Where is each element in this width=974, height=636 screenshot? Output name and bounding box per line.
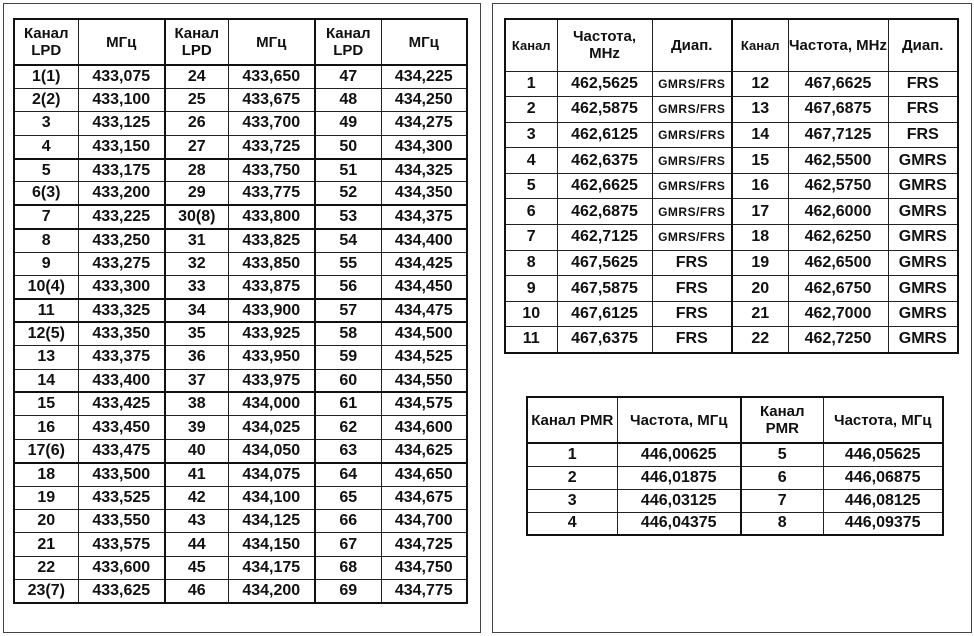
- lpd-frequency: 434,750: [381, 556, 467, 579]
- table-row: [505, 225, 958, 251]
- lpd-frequency: 434,225: [381, 65, 467, 88]
- frs-band: GMRS/FRS: [652, 199, 732, 225]
- lpd-frequency: 434,475: [381, 299, 467, 322]
- lpd-channel: 42: [165, 486, 228, 509]
- lpd-channel: 19: [14, 486, 78, 509]
- lpd-frequency: 433,500: [78, 463, 165, 486]
- lpd-channel: 69: [315, 580, 381, 603]
- frs-band: GMRS: [888, 148, 958, 174]
- lpd-frequency: 433,575: [78, 533, 165, 556]
- frs-frequency: 462,6625: [557, 173, 652, 199]
- lpd-frequency: 434,575: [381, 392, 467, 415]
- pmr-channel: 8: [741, 512, 823, 535]
- frs-channel: 1: [505, 71, 557, 97]
- lpd-frequency: 433,800: [228, 205, 315, 228]
- table-row: [505, 148, 958, 174]
- table-row: [505, 276, 958, 302]
- lpd-frequency: 434,150: [228, 533, 315, 556]
- lpd-frequency: 434,125: [228, 509, 315, 532]
- lpd-channel: 67: [315, 533, 381, 556]
- table-row: [14, 416, 467, 439]
- lpd-channel: 16: [14, 416, 78, 439]
- lpd-channel: 60: [315, 369, 381, 392]
- lpd-frequency: 433,425: [78, 392, 165, 415]
- frs-frequency: 462,6875: [557, 199, 652, 225]
- frs-channel: 18: [732, 225, 788, 251]
- table-row: [14, 182, 467, 205]
- lpd-channel: 57: [315, 299, 381, 322]
- frs-channel: 10: [505, 301, 557, 327]
- pmr-frequency: 446,06875: [823, 466, 943, 489]
- lpd-channel: 29: [165, 182, 228, 205]
- lpd-channel: 23(7): [14, 580, 78, 603]
- table-row: [14, 533, 467, 556]
- pmr-frequency: 446,04375: [617, 512, 741, 535]
- table-row: [14, 346, 467, 369]
- table-row: [505, 327, 958, 353]
- lpd-channel: 43: [165, 509, 228, 532]
- table-row: [14, 88, 467, 111]
- lpd-frequency: 433,775: [228, 182, 315, 205]
- lpd-channel: 28: [165, 159, 228, 182]
- lpd-frequency: 434,525: [381, 346, 467, 369]
- lpd-frequency: 434,650: [381, 463, 467, 486]
- lpd-channel: 14: [14, 369, 78, 392]
- lpd-header-channel-2: Канал LPD: [165, 19, 228, 65]
- table-row: [14, 135, 467, 158]
- lpd-frequency: 433,150: [78, 135, 165, 158]
- lpd-frequency: 434,400: [381, 229, 467, 252]
- lpd-frequency: 433,475: [78, 439, 165, 462]
- frs-header-band-1: Диап.: [652, 19, 732, 71]
- lpd-channel: 55: [315, 252, 381, 275]
- frs-header-channel-2: Канал: [732, 19, 788, 71]
- frs-band: GMRS/FRS: [652, 225, 732, 251]
- frs-channel: 19: [732, 250, 788, 276]
- lpd-frequency: 433,975: [228, 369, 315, 392]
- pmr-channel: 5: [741, 443, 823, 466]
- frs-channel: 7: [505, 225, 557, 251]
- lpd-channel: 61: [315, 392, 381, 415]
- pmr-channel: 2: [527, 466, 617, 489]
- lpd-frequency: 434,550: [381, 369, 467, 392]
- table-row: [527, 512, 943, 535]
- frs-frequency: 462,6250: [788, 225, 888, 251]
- frs-channel: 8: [505, 250, 557, 276]
- frs-frequency: 462,6125: [557, 122, 652, 148]
- lpd-frequency: 433,100: [78, 88, 165, 111]
- frs-band: GMRS: [888, 327, 958, 353]
- frs-band: GMRS/FRS: [652, 97, 732, 123]
- lpd-frequency: 433,750: [228, 159, 315, 182]
- lpd-frequency: 434,075: [228, 463, 315, 486]
- lpd-frequency: 433,350: [78, 322, 165, 345]
- lpd-frequency: 434,200: [228, 580, 315, 603]
- lpd-channel: 32: [165, 252, 228, 275]
- lpd-frequency: 434,600: [381, 416, 467, 439]
- pmr-frequency: 446,03125: [617, 489, 741, 512]
- table-row: [14, 112, 467, 135]
- frs-channel: 20: [732, 276, 788, 302]
- lpd-channel: 62: [315, 416, 381, 439]
- lpd-frequency: 433,200: [78, 182, 165, 205]
- frs-channel: 22: [732, 327, 788, 353]
- lpd-channel: 17(6): [14, 439, 78, 462]
- lpd-channel: 1(1): [14, 65, 78, 88]
- frs-channel: 12: [732, 71, 788, 97]
- lpd-channel: 40: [165, 439, 228, 462]
- frs-band: GMRS/FRS: [652, 122, 732, 148]
- frs-frequency: 467,5625: [557, 250, 652, 276]
- pmr-header-freq-1: Частота, МГц: [617, 397, 741, 443]
- frs-frequency: 462,5625: [557, 71, 652, 97]
- lpd-frequency: 433,725: [228, 135, 315, 158]
- frs-frequency: 462,7250: [788, 327, 888, 353]
- lpd-frequency: 433,375: [78, 346, 165, 369]
- table-row: [505, 301, 958, 327]
- lpd-channel: 3: [14, 112, 78, 135]
- frs-frequency: 462,6750: [788, 276, 888, 302]
- pmr-channel: 3: [527, 489, 617, 512]
- table-row: [505, 71, 958, 97]
- pmr-frequency: 446,09375: [823, 512, 943, 535]
- frs-band: FRS: [652, 301, 732, 327]
- table-row: [505, 199, 958, 225]
- frs-channel: 6: [505, 199, 557, 225]
- lpd-frequency: 433,300: [78, 276, 165, 299]
- lpd-channel: 33: [165, 276, 228, 299]
- lpd-channel: 24: [165, 65, 228, 88]
- lpd-header-mhz-1: МГц: [78, 19, 165, 65]
- frs-header-channel-1: Канал: [505, 19, 557, 71]
- lpd-header-mhz-2: МГц: [228, 19, 315, 65]
- frs-band: GMRS: [888, 250, 958, 276]
- pmr-header-freq-2: Частота, МГц: [823, 397, 943, 443]
- lpd-channel: 36: [165, 346, 228, 369]
- lpd-channel: 49: [315, 112, 381, 135]
- lpd-channel: 46: [165, 580, 228, 603]
- frs-gmrs-table: [504, 18, 959, 354]
- lpd-frequency: 433,225: [78, 205, 165, 228]
- lpd-channel: 18: [14, 463, 78, 486]
- frs-band: FRS: [652, 327, 732, 353]
- frs-band: GMRS: [888, 173, 958, 199]
- table-row: [14, 322, 467, 345]
- table-row: [14, 276, 467, 299]
- lpd-frequency: 434,050: [228, 439, 315, 462]
- lpd-frequency: 434,675: [381, 486, 467, 509]
- lpd-channel: 68: [315, 556, 381, 579]
- table-row: [14, 252, 467, 275]
- lpd-header-channel-1: Канал LPD: [14, 19, 78, 65]
- lpd-frequency: 433,175: [78, 159, 165, 182]
- lpd-frequency: 434,100: [228, 486, 315, 509]
- lpd-channel: 13: [14, 346, 78, 369]
- frs-band: FRS: [888, 71, 958, 97]
- lpd-channel: 34: [165, 299, 228, 322]
- frs-frequency: 462,7125: [557, 225, 652, 251]
- table-row: [14, 229, 467, 252]
- lpd-frequency: 433,550: [78, 509, 165, 532]
- lpd-channel: 22: [14, 556, 78, 579]
- frs-frequency: 467,7125: [788, 122, 888, 148]
- frs-band: GMRS: [888, 301, 958, 327]
- lpd-frequency: 433,525: [78, 486, 165, 509]
- pmr-frequency: 446,00625: [617, 443, 741, 466]
- frs-frequency: 467,6375: [557, 327, 652, 353]
- lpd-channel: 51: [315, 159, 381, 182]
- lpd-channel: 53: [315, 205, 381, 228]
- lpd-frequency: 434,000: [228, 392, 315, 415]
- frs-header-freq-1: Частота, MHz: [557, 19, 652, 71]
- pmr-table: [526, 396, 944, 536]
- lpd-channel: 30(8): [165, 205, 228, 228]
- lpd-frequency: 434,775: [381, 580, 467, 603]
- lpd-channel: 39: [165, 416, 228, 439]
- lpd-channel: 63: [315, 439, 381, 462]
- frs-frequency: 467,6625: [788, 71, 888, 97]
- lpd-channel: 47: [315, 65, 381, 88]
- lpd-channel: 12(5): [14, 322, 78, 345]
- lpd-channel: 38: [165, 392, 228, 415]
- frs-band: FRS: [888, 97, 958, 123]
- frs-channel: 3: [505, 122, 557, 148]
- frs-frequency: 462,5875: [557, 97, 652, 123]
- frs-channel: 9: [505, 276, 557, 302]
- lpd-channel: 2(2): [14, 88, 78, 111]
- lpd-channel: 37: [165, 369, 228, 392]
- lpd-header-mhz-3: МГц: [381, 19, 467, 65]
- frs-channel: 21: [732, 301, 788, 327]
- frs-band: GMRS/FRS: [652, 71, 732, 97]
- pmr-header-channel-2: Канал PMR: [741, 397, 823, 443]
- lpd-channel: 10(4): [14, 276, 78, 299]
- frs-header-band-2: Диап.: [888, 19, 958, 71]
- pmr-header-channel-1: Канал PMR: [527, 397, 617, 443]
- lpd-frequency: 433,075: [78, 65, 165, 88]
- pmr-channel: 7: [741, 489, 823, 512]
- lpd-frequency: 434,250: [381, 88, 467, 111]
- frs-band: GMRS/FRS: [652, 148, 732, 174]
- lpd-channel: 27: [165, 135, 228, 158]
- lpd-channel: 8: [14, 229, 78, 252]
- lpd-frequency: 433,675: [228, 88, 315, 111]
- frs-channel: 14: [732, 122, 788, 148]
- table-row: [505, 173, 958, 199]
- lpd-channel-table: [13, 18, 468, 604]
- table-row: [14, 369, 467, 392]
- lpd-channel: 5: [14, 159, 78, 182]
- table-row: [14, 580, 467, 603]
- frs-frequency: 462,6375: [557, 148, 652, 174]
- table-row: [14, 65, 467, 88]
- lpd-channel: 45: [165, 556, 228, 579]
- lpd-frequency: 433,700: [228, 112, 315, 135]
- lpd-frequency: 434,700: [381, 509, 467, 532]
- pmr-frequency: 446,05625: [823, 443, 943, 466]
- lpd-frequency: 434,500: [381, 322, 467, 345]
- table-row: [14, 159, 467, 182]
- lpd-frequency: 434,425: [381, 252, 467, 275]
- frs-band: GMRS: [888, 276, 958, 302]
- lpd-channel: 25: [165, 88, 228, 111]
- lpd-frequency: 433,275: [78, 252, 165, 275]
- lpd-channel: 4: [14, 135, 78, 158]
- lpd-channel: 26: [165, 112, 228, 135]
- lpd-channel: 58: [315, 322, 381, 345]
- lpd-frequency: 433,950: [228, 346, 315, 369]
- frs-frequency: 462,6000: [788, 199, 888, 225]
- table-row: [14, 486, 467, 509]
- frs-frequency: 467,6875: [788, 97, 888, 123]
- frs-band: FRS: [652, 276, 732, 302]
- frs-frequency: 462,5500: [788, 148, 888, 174]
- frs-channel: 13: [732, 97, 788, 123]
- lpd-frequency: 433,650: [228, 65, 315, 88]
- lpd-frequency: 434,325: [381, 159, 467, 182]
- lpd-frequency: 433,125: [78, 112, 165, 135]
- frs-frequency: 462,5750: [788, 173, 888, 199]
- lpd-channel: 52: [315, 182, 381, 205]
- lpd-frequency: 434,275: [381, 112, 467, 135]
- table-row: [527, 443, 943, 466]
- lpd-frequency: 433,250: [78, 229, 165, 252]
- lpd-frequency: 434,725: [381, 533, 467, 556]
- frs-header-freq-2: Частота, MHz: [788, 19, 888, 71]
- lpd-frequency: 433,875: [228, 276, 315, 299]
- table-row: [527, 489, 943, 512]
- frs-frequency: 462,6500: [788, 250, 888, 276]
- lpd-channel: 35: [165, 322, 228, 345]
- lpd-channel: 20: [14, 509, 78, 532]
- lpd-channel: 48: [315, 88, 381, 111]
- frs-frequency: 462,7000: [788, 301, 888, 327]
- table-row: [527, 466, 943, 489]
- pmr-channel: 1: [527, 443, 617, 466]
- frs-channel: 4: [505, 148, 557, 174]
- lpd-channel: 64: [315, 463, 381, 486]
- lpd-frequency: 434,450: [381, 276, 467, 299]
- table-row: [14, 299, 467, 322]
- lpd-channel: 50: [315, 135, 381, 158]
- table-row: [14, 439, 467, 462]
- lpd-channel: 7: [14, 205, 78, 228]
- lpd-channel: 15: [14, 392, 78, 415]
- lpd-frequency: 434,625: [381, 439, 467, 462]
- frs-channel: 15: [732, 148, 788, 174]
- lpd-channel: 41: [165, 463, 228, 486]
- pmr-channel: 4: [527, 512, 617, 535]
- frs-channel: 16: [732, 173, 788, 199]
- frs-frequency: 467,5875: [557, 276, 652, 302]
- lpd-frequency: 433,450: [78, 416, 165, 439]
- lpd-frequency: 434,375: [381, 205, 467, 228]
- lpd-channel: 44: [165, 533, 228, 556]
- table-row: [505, 97, 958, 123]
- frs-band: FRS: [888, 122, 958, 148]
- lpd-channel: 59: [315, 346, 381, 369]
- lpd-frequency: 433,400: [78, 369, 165, 392]
- lpd-channel: 31: [165, 229, 228, 252]
- lpd-frequency: 434,300: [381, 135, 467, 158]
- lpd-channel: 66: [315, 509, 381, 532]
- lpd-frequency: 433,900: [228, 299, 315, 322]
- table-row: [14, 556, 467, 579]
- pmr-frequency: 446,01875: [617, 466, 741, 489]
- lpd-frequency: 433,850: [228, 252, 315, 275]
- table-row: [14, 392, 467, 415]
- table-row: [505, 122, 958, 148]
- frs-channel: 2: [505, 97, 557, 123]
- lpd-channel: 9: [14, 252, 78, 275]
- lpd-frequency: 433,625: [78, 580, 165, 603]
- lpd-channel: 65: [315, 486, 381, 509]
- lpd-channel: 21: [14, 533, 78, 556]
- lpd-channel: 56: [315, 276, 381, 299]
- lpd-frequency: 433,600: [78, 556, 165, 579]
- table-row: [14, 463, 467, 486]
- table-row: [505, 250, 958, 276]
- pmr-frequency: 446,08125: [823, 489, 943, 512]
- lpd-header-channel-3: Канал LPD: [315, 19, 381, 65]
- lpd-channel: 11: [14, 299, 78, 322]
- table-row: [14, 509, 467, 532]
- lpd-channel: 54: [315, 229, 381, 252]
- frs-channel: 5: [505, 173, 557, 199]
- table-row: [14, 205, 467, 228]
- frs-band: GMRS/FRS: [652, 173, 732, 199]
- lpd-channel: 6(3): [14, 182, 78, 205]
- lpd-frequency: 434,175: [228, 556, 315, 579]
- lpd-frequency: 434,350: [381, 182, 467, 205]
- pmr-channel: 6: [741, 466, 823, 489]
- frs-band: GMRS: [888, 199, 958, 225]
- lpd-frequency: 433,925: [228, 322, 315, 345]
- frs-band: GMRS: [888, 225, 958, 251]
- frs-band: FRS: [652, 250, 732, 276]
- frs-channel: 17: [732, 199, 788, 225]
- frs-channel: 11: [505, 327, 557, 353]
- frs-frequency: 467,6125: [557, 301, 652, 327]
- lpd-frequency: 433,325: [78, 299, 165, 322]
- lpd-frequency: 433,825: [228, 229, 315, 252]
- lpd-frequency: 434,025: [228, 416, 315, 439]
